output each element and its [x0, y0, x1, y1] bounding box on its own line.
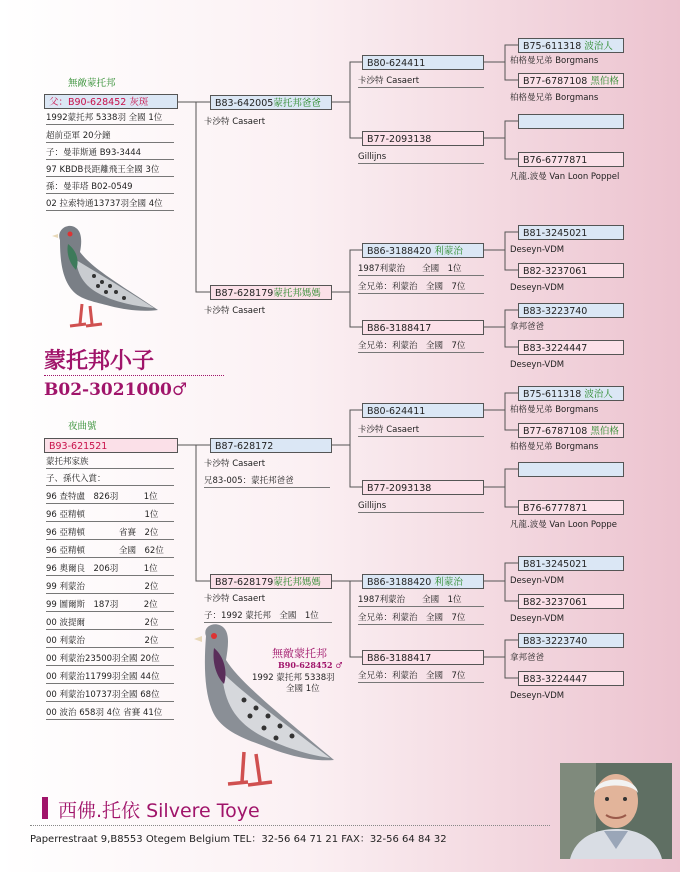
dam-ring-box	[44, 438, 178, 453]
address-divider	[30, 825, 550, 826]
subject-ring-number: B02-3021000	[44, 380, 172, 400]
sds-note: 全兄弟：利蒙治 全國 7位	[358, 282, 484, 294]
dsds-box	[518, 462, 624, 477]
ss-name: 蒙托邦爸爸	[273, 98, 321, 109]
sire-note: 97 KBDB長距離飛王全國 3位	[46, 165, 174, 177]
sd-box	[210, 285, 332, 300]
sire-note: 1992蒙托邦 5338羽 全國 1位	[46, 113, 174, 125]
ddsd-ring: B82-3237061	[523, 597, 588, 608]
sdsd-box	[518, 263, 624, 278]
sdds-breeder: 拿邦爸爸	[510, 322, 545, 332]
dam-note: 96 亞精頓 省賽 2位	[46, 528, 174, 540]
dam-note: 99 利蒙治 2位	[46, 582, 174, 594]
dsss-ring: B75-611318	[523, 389, 582, 400]
ds-ring: B87-628172	[215, 441, 274, 452]
sdd-note: 全兄弟：利蒙治 全國 7位	[358, 341, 484, 353]
sdsd-ring: B82-3237061	[523, 266, 588, 277]
dss-ring: B80-624411	[367, 406, 426, 417]
sdsd-breeder: Deseyn-VDM	[510, 283, 565, 293]
dam-note: 96 查特盧 826羽 1位	[46, 492, 174, 504]
ssss-box	[518, 38, 624, 53]
ds-breeder: 卡沙特 Casaert	[204, 459, 266, 469]
dss-box	[362, 403, 484, 418]
dsd-breeder: Gillijns	[358, 501, 484, 513]
sire-photo-note: 全國 1位	[286, 684, 320, 694]
ssd-box	[362, 131, 484, 146]
dam-heading: 夜曲號	[68, 421, 97, 432]
title-divider	[44, 375, 224, 376]
ddss-ring: B81-3245021	[523, 559, 588, 570]
owner-photo	[560, 763, 672, 859]
owner-accent-bar	[42, 797, 48, 819]
sdss-box	[518, 225, 624, 240]
dsdd-breeder: 凡龍.波曼 Van Loon Poppe	[510, 520, 617, 530]
sire-pigeon-image	[46, 220, 168, 336]
sire-note: 子：曼菲斯通 B93-3444	[46, 148, 174, 160]
ssd-breeder: Gillijns	[358, 152, 484, 164]
sssd-ring: B77-6787108	[523, 76, 588, 87]
dds-box	[362, 574, 484, 589]
ss-ring: B83-642005	[215, 98, 274, 109]
sddd-ring: B83-3224447	[523, 343, 588, 354]
sire-note: 02 拉索特通13737羽全國 4位	[46, 199, 174, 211]
dds-ring: B86-3188420	[367, 577, 432, 588]
sds-name: 利蒙治	[434, 246, 463, 257]
dddd-ring: B83-3224447	[523, 674, 588, 685]
sss-ring: B80-624411	[367, 58, 426, 69]
ddd-box	[362, 650, 484, 665]
ds-note: 兄83-005：蒙托邦爸爸	[204, 476, 330, 488]
dss-breeder: 卡沙特 Casaert	[358, 425, 484, 437]
dssd-name: 黑伯格	[590, 426, 619, 437]
dam-note: 子、孫代入賞：	[46, 474, 174, 486]
sd-name: 蒙托邦媽媽	[273, 288, 321, 299]
owner-name: 西佛.托依 Silvere Toye	[58, 800, 260, 822]
sssd-breeder: 柏格曼兄弟 Borgmans	[510, 93, 599, 103]
ssdd-breeder: 凡龍.波曼 Van Loon Poppel	[510, 172, 620, 182]
ds-box	[210, 438, 332, 453]
dd-breeder: 卡沙特 Casaert	[204, 594, 266, 604]
dam-note: 00 利蒙治11799羽全國 44位	[46, 672, 174, 684]
dam-note: 96 奧爾良 206羽 1位	[46, 564, 174, 576]
sdd-box	[362, 320, 484, 335]
dam-note: 96 亞精頓 全國 62位	[46, 546, 174, 558]
sds-ring: B86-3188420	[367, 246, 432, 257]
owner-portrait	[560, 763, 672, 859]
sire-photo-name: 無敵蒙托邦	[272, 647, 327, 660]
dsdd-ring: B76-6777871	[523, 503, 588, 514]
sdds-box	[518, 303, 624, 318]
sss-breeder: 卡沙特 Casaert	[358, 76, 484, 88]
ssss-ring: B75-611318	[523, 41, 582, 52]
sdd-ring: B86-3188417	[367, 323, 432, 334]
ddd-ring: B86-3188417	[367, 653, 432, 664]
sire-note: 孫：曼菲塔 B02-0549	[46, 182, 174, 194]
ssd-ring: B77-2093138	[367, 134, 432, 145]
sdds-ring: B83-3223740	[523, 306, 588, 317]
sire-heading: 無敵蒙托邦	[68, 78, 116, 89]
sd-ring: B87-628179	[215, 288, 274, 299]
subject-ring	[44, 380, 187, 400]
ss-box	[210, 95, 332, 110]
dddd-breeder: Deseyn-VDM	[510, 691, 565, 701]
dddd-box	[518, 671, 624, 686]
subject-sex-symbol: ♂	[171, 380, 188, 400]
ssss-name: 波治人	[584, 41, 613, 52]
dsss-box	[518, 386, 624, 401]
dds-note: 全兄弟：利蒙治 全國 7位	[358, 613, 484, 625]
dam-note: 00 波提爾 2位	[46, 618, 174, 630]
sire-ring-box	[44, 94, 178, 109]
subject-name: 蒙托邦小子	[44, 348, 155, 374]
dssd-breeder: 柏格曼兄弟 Borgmans	[510, 442, 599, 452]
sire-note: 超前亞軍 20分鐘	[46, 131, 174, 143]
dam-note: 00 利蒙治10737羽全國 68位	[46, 690, 174, 702]
sdss-ring: B81-3245021	[523, 228, 588, 239]
ddss-breeder: Deseyn-VDM	[510, 576, 565, 586]
ddds-ring: B83-3223740	[523, 636, 588, 647]
dam-ring: B93-621521	[49, 441, 108, 452]
dam-note: 蒙托邦家族	[46, 457, 174, 469]
dds-name: 利蒙治	[434, 577, 463, 588]
dam-note: 00 利蒙治 2位	[46, 636, 174, 648]
ddsd-box	[518, 594, 624, 609]
sds-note: 1987利蒙治 全國 1位	[358, 264, 484, 276]
sire-ring: 父：B90-628452 灰斑	[49, 97, 149, 108]
sire-photo-ring: B90-628452 ♂	[278, 660, 343, 670]
sssd-name: 黑伯格	[590, 76, 619, 87]
ssdd-ring: B76-6777871	[523, 155, 588, 166]
dsss-name: 波治人	[584, 389, 613, 400]
dssd-box	[518, 423, 624, 438]
ssss-breeder: 柏格曼兄弟 Borgmans	[510, 56, 599, 66]
dsd-box	[362, 480, 484, 495]
sssd-box	[518, 73, 624, 88]
ddsd-breeder: Deseyn-VDM	[510, 614, 565, 624]
dam-note: 99 圖爾斯 187羽 2位	[46, 600, 174, 612]
sddd-box	[518, 340, 624, 355]
ssds-box	[518, 114, 624, 129]
owner-address: Paperrestraat 9,B8553 Otegem Belgium TEL：32-56 64 71 21 FAX：32-56 64 84 32	[30, 834, 447, 845]
sddd-breeder: Deseyn-VDM	[510, 360, 565, 370]
sd-breeder: 卡沙特 Casaert	[204, 306, 266, 316]
dd-ring: B87-628179	[215, 577, 274, 588]
sdss-breeder: Deseyn-VDM	[510, 245, 565, 255]
sire-pigeon-photo	[184, 622, 344, 794]
ddss-box	[518, 556, 624, 571]
dd-box	[210, 574, 332, 589]
ssdd-box	[518, 152, 624, 167]
dam-note: 00 利蒙治23500羽全國 20位	[46, 654, 174, 666]
dssd-ring: B77-6787108	[523, 426, 588, 437]
ddd-note: 全兄弟：利蒙治 全國 7位	[358, 671, 484, 683]
dsss-breeder: 柏格曼兄弟 Borgmans	[510, 405, 599, 415]
ss-breeder: 卡沙特 Casaert	[204, 117, 266, 127]
dam-note: 96 亞精頓 1位	[46, 510, 174, 522]
dd-name: 蒙托邦媽媽	[273, 577, 321, 588]
ddds-box	[518, 633, 624, 648]
dds-note: 1987利蒙治 全國 1位	[358, 595, 484, 607]
dsd-ring: B77-2093138	[367, 483, 432, 494]
sds-box	[362, 243, 484, 258]
sire-photo-note: 1992 蒙托邦 5338羽	[252, 673, 335, 683]
dam-note: 00 波治 658羽 4位 省賽 41位	[46, 708, 174, 720]
sss-box	[362, 55, 484, 70]
dsdd-box	[518, 500, 624, 515]
dd-note: 子：1992 蒙托邦 全國 1位	[204, 611, 332, 623]
ddds-breeder: 拿邦爸爸	[510, 653, 545, 663]
